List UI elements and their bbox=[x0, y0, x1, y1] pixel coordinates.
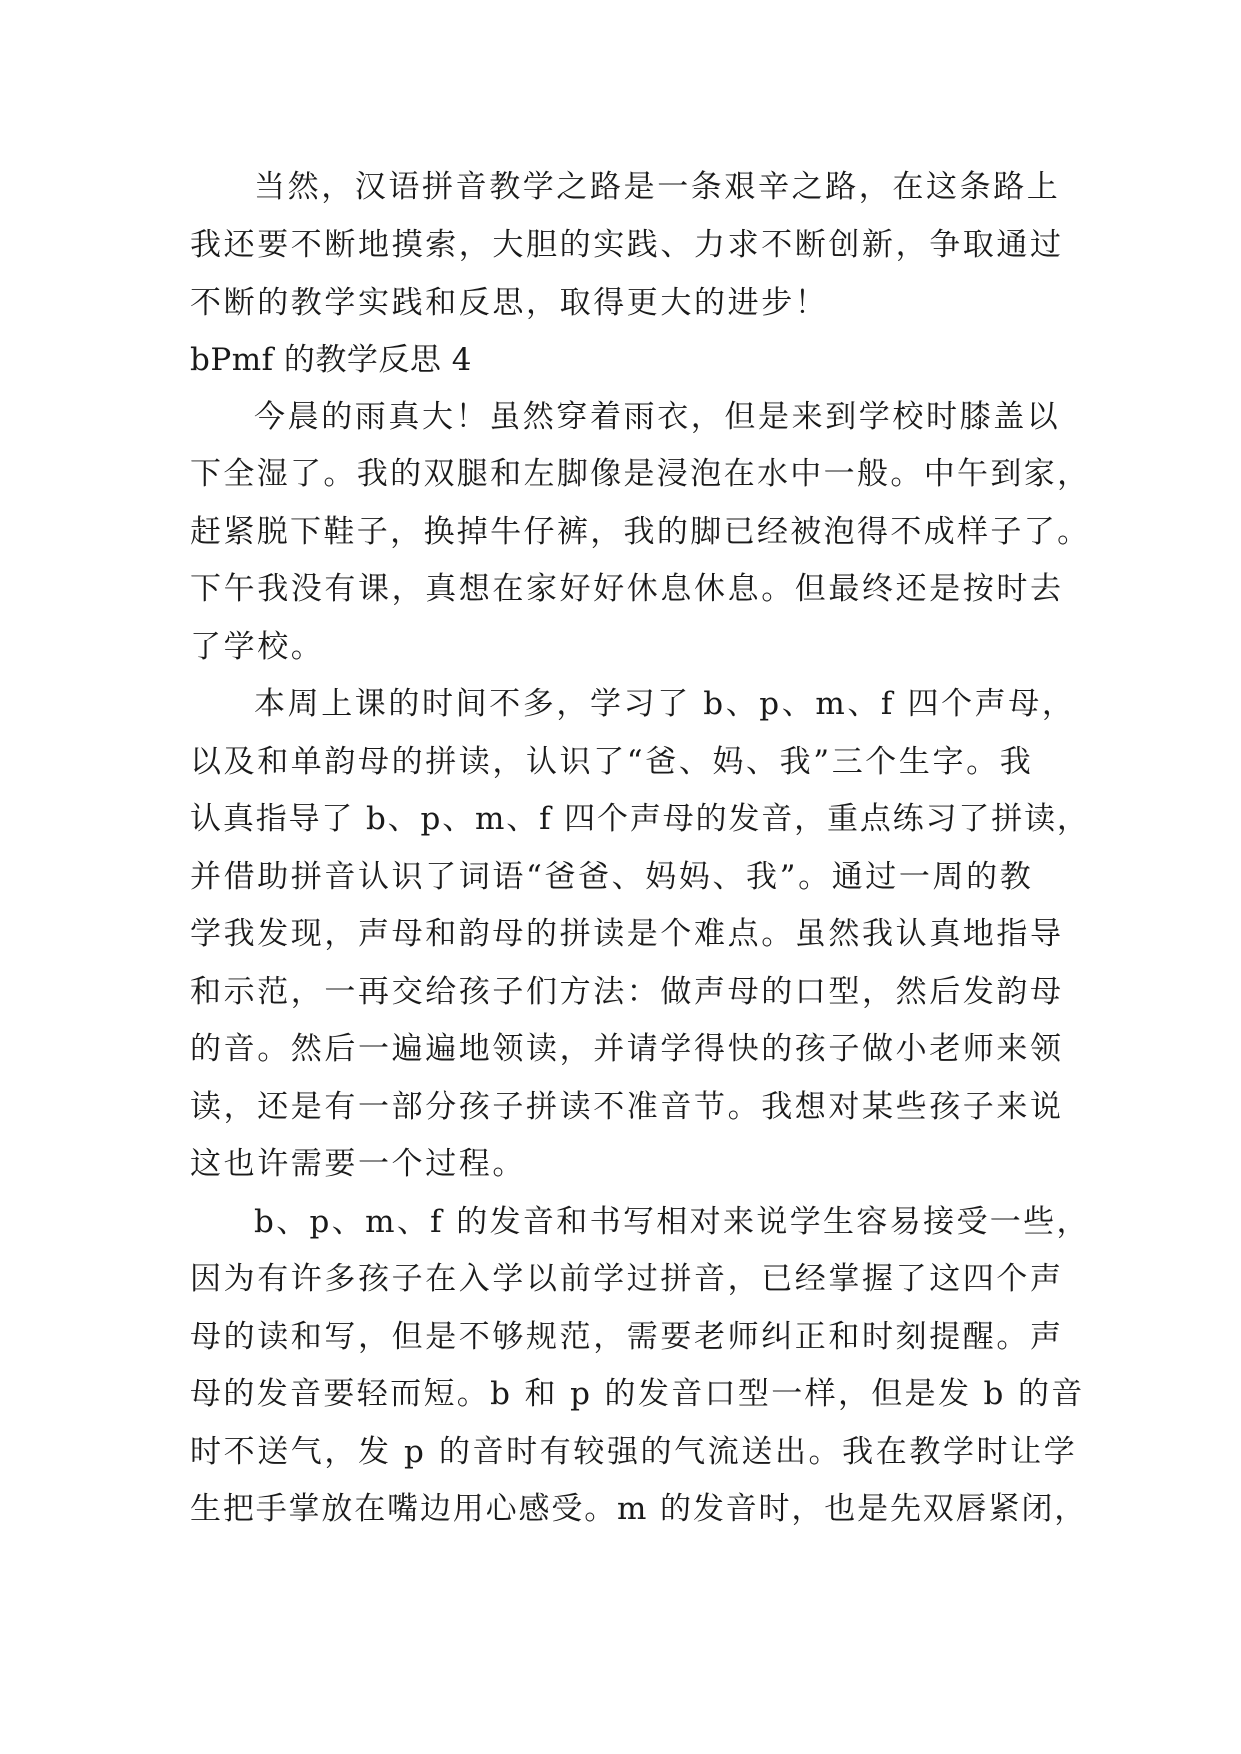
paragraph-line: 以及和单韵母的拼读，认识了“爸、妈、我”三个生字。我 bbox=[190, 744, 1034, 780]
paragraph-line: 时不送气，发 p 的音时有较强的气流送出。我在教学时让学 bbox=[190, 1434, 1078, 1470]
paragraph-line: 本周上课的时间不多，学习了 b、p、m、f 四个声母， bbox=[254, 686, 1076, 722]
paragraph-line: 今晨的雨真大！虽然穿着雨衣，但是来到学校时膝盖以 bbox=[254, 399, 1061, 435]
paragraph-line: 当然，汉语拼音教学之路是一条艰辛之路，在这条路上 bbox=[254, 169, 1061, 205]
paragraph-line: b、p、m、f 的发音和书写相对来说学生容易接受一些， bbox=[254, 1204, 1090, 1240]
paragraph-line: 学我发现，声母和韵母的拼读是个难点。虽然我认真地指导 bbox=[190, 916, 1064, 952]
paragraph-line: 读，还是有一部分孩子拼读不准音节。我想对某些孩子来说 bbox=[190, 1089, 1064, 1125]
paragraph-line: 下午我没有课，真想在家好好休息休息。但最终还是按时去 bbox=[190, 571, 1064, 607]
paragraph-line: 生把手掌放在嘴边用心感受。m 的发音时，也是先双唇紧闭， bbox=[190, 1491, 1088, 1527]
paragraph-line: 了学校。 bbox=[190, 629, 325, 665]
paragraph-line: 因为有许多孩子在入学以前学过拼音，已经掌握了这四个声 bbox=[190, 1261, 1064, 1297]
paragraph-line: 和示范，一再交给孩子们方法：做声母的口型，然后发韵母 bbox=[190, 974, 1064, 1010]
paragraph-line: 母的发音要轻而短。b 和 p 的发音口型一样，但是发 b 的音 bbox=[190, 1376, 1085, 1412]
paragraph-line: 这也许需要一个过程。 bbox=[190, 1146, 526, 1182]
paragraph-line: 不断的教学实践和反思，取得更大的进步！ bbox=[190, 285, 829, 321]
paragraph-line: 下全湿了。我的双腿和左脚像是浸泡在水中一般。中午到家， bbox=[190, 456, 1091, 492]
paragraph-line: 并借助拼音认识了词语“爸爸、妈妈、我”。通过一周的教 bbox=[190, 859, 1034, 895]
paragraph-line: 母的读和写，但是不够规范，需要老师纠正和时刻提醒。声 bbox=[190, 1319, 1064, 1355]
paragraph-line: 的音。然后一遍遍地领读，并请学得快的孩子做小老师来领 bbox=[190, 1031, 1064, 1067]
section-heading: bPmf 的教学反思 4 bbox=[190, 342, 473, 378]
paragraph-line: 认真指导了 b、p、m、f 四个声母的发音，重点练习了拼读， bbox=[190, 801, 1090, 837]
paragraph-line: 赶紧脱下鞋子，换掉牛仔裤，我的脚已经被泡得不成样子了。 bbox=[190, 514, 1091, 550]
paragraph-line: 我还要不断地摸索，大胆的实践、力求不断创新，争取通过 bbox=[190, 227, 1064, 263]
